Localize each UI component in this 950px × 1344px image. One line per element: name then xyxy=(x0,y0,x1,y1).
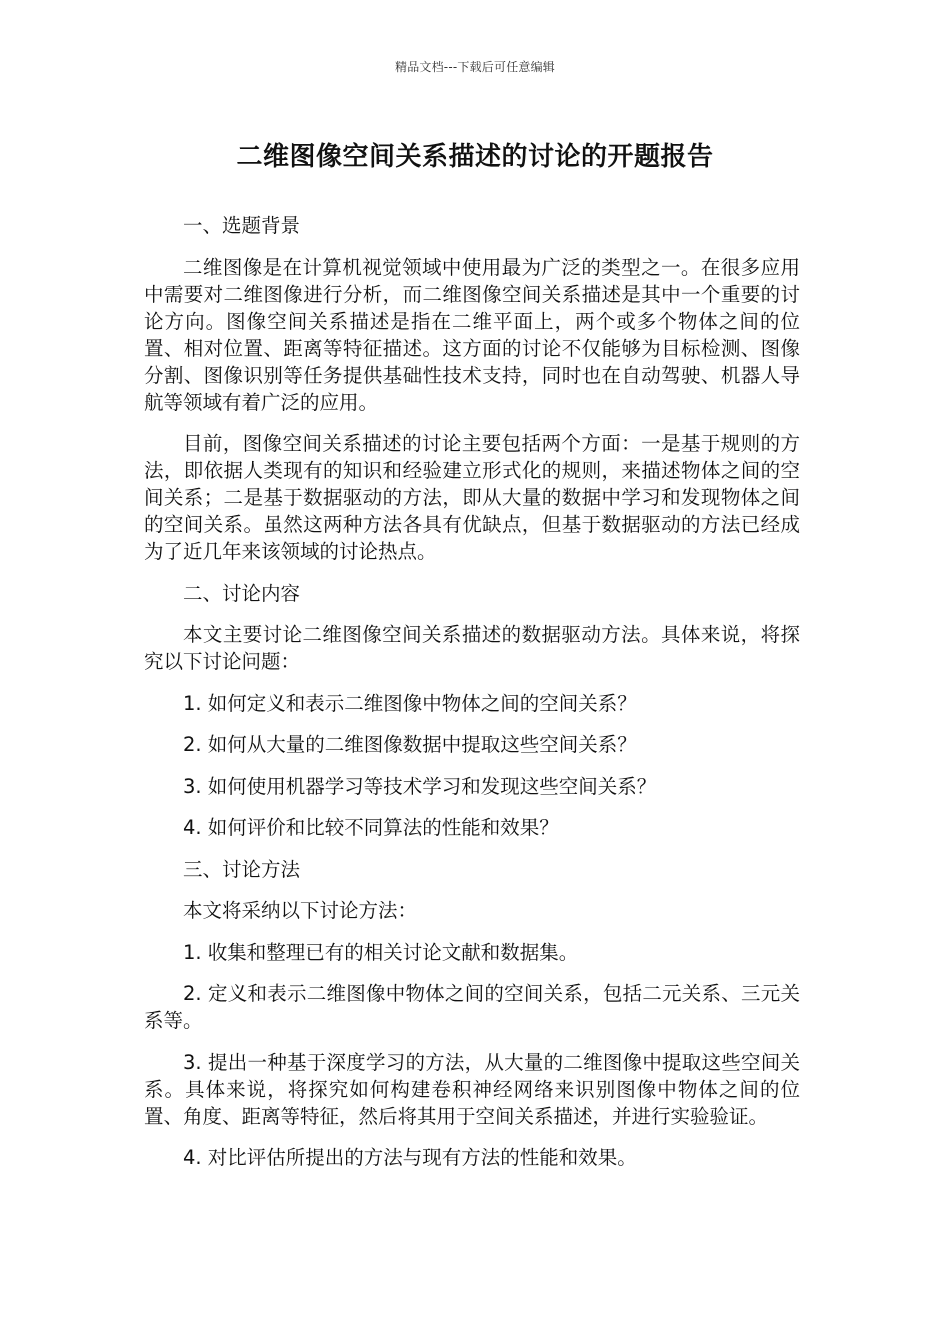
list-item-question-1: 1. 如何定义和表示二维图像中物体之间的空间关系？ xyxy=(183,691,637,715)
document-title: 二维图像空间关系描述的讨论的开题报告 xyxy=(236,142,714,172)
list-item-method-3: 3. 提出一种基于深度学习的方法，从大量的二维图像中提取这些空间关系。具体来说，将探究如何构建卷积神经网络来识别图像中物体之间的位置、角度、距离等特征，然后将其用于空间关系描述，并进行实验验证。 xyxy=(144,1050,800,1128)
list-item-question-3: 3. 如何使用机器学习等技术学习和发现这些空间关系？ xyxy=(183,774,657,798)
section-heading-method: 三、讨论方法 xyxy=(183,857,301,881)
section-heading-content: 二、讨论内容 xyxy=(183,581,301,605)
document-body xyxy=(144,212,800,1186)
section-heading-background: 一、选题背景 xyxy=(183,214,301,237)
paragraph-content-intro: 本文主要讨论二维图像空间关系描述的数据驱动方法。具体来说，将探究以下讨论问题： xyxy=(144,623,800,673)
list-item-method-2: 2. 定义和表示二维图像中物体之间的空间关系，包括二元关系、三元关系等。 xyxy=(144,982,800,1032)
header-note: 精品文档---下载后可任意编辑 xyxy=(395,60,555,74)
paragraph-method-intro: 本文将采纳以下讨论方法： xyxy=(183,899,418,922)
list-item-question-2: 2. 如何从大量的二维图像数据中提取这些空间关系？ xyxy=(183,733,637,756)
paragraph-background-2: 目前，图像空间关系描述的讨论主要包括两个方面：一是基于规则的方法，即依据人类现有的知识和经验建立形式化的规则，来描述物体之间的空间关系；二是基于数据驱动的方法，即从大量的数据中学习和发现物体之间的空间关系。虽然这两种方法各具有优缺点，但基于数据驱动的方法已经成为了近几年来该领域的讨论热点。 xyxy=(144,432,800,563)
list-item-method-4: 4. 对比评估所提出的方法与现有方法的性能和效果。 xyxy=(183,1146,637,1169)
paragraph-background-1: 二维图像是在计算机视觉领域中使用最为广泛的类型之一。在很多应用中需要对二维图像进行分析，而二维图像空间关系描述是其中一个重要的讨论方向。图像空间关系描述是指在二维平面上，两个或多个物体之间的位置、相对位置、距离等特征描述。这方面的讨论不仅能够为目标检测、图像分割、图像识别等任务提供基础性技术支持，同时也在自动驾驶、机器人导航等领域有着广泛的应用。 xyxy=(144,255,800,414)
list-item-method-1: 1. 收集和整理已有的相关讨论文献和数据集。 xyxy=(183,940,579,964)
list-item-question-4: 4. 如何评价和比较不同算法的性能和效果？ xyxy=(183,816,559,839)
